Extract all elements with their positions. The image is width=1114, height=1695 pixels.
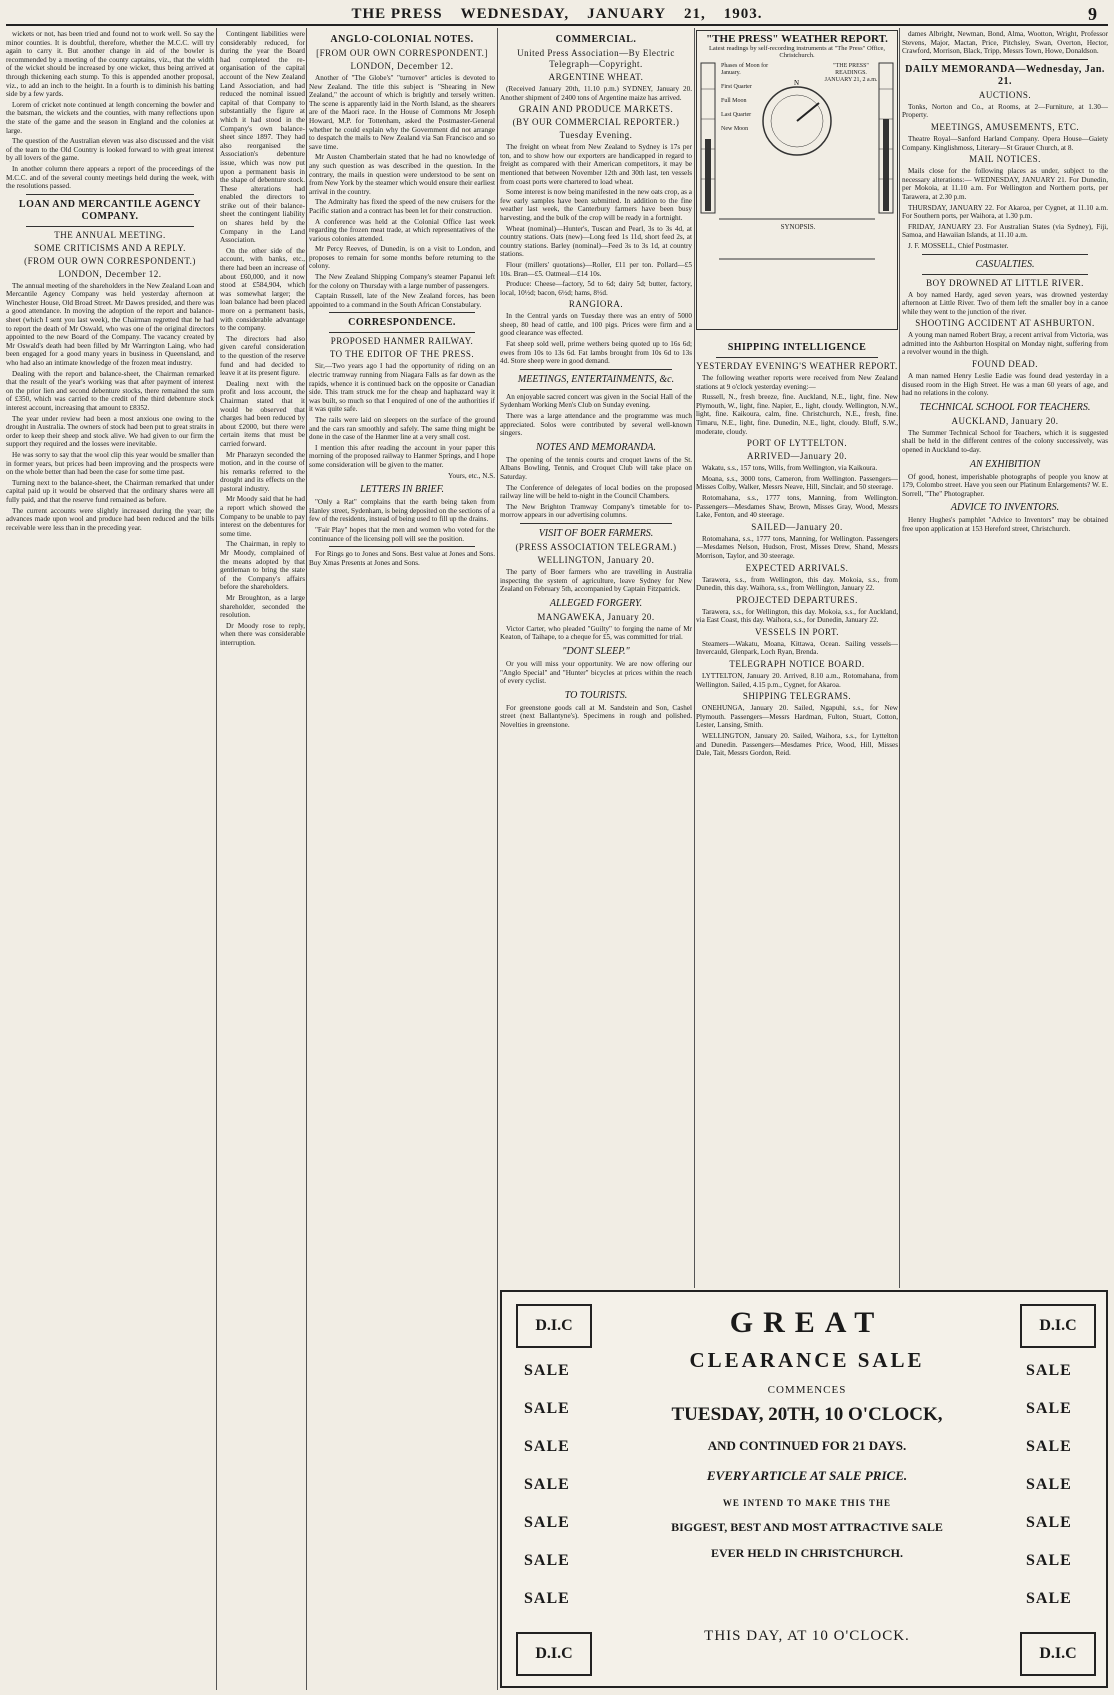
weather-subtitle: Latest readings by self-recording instruments at "The Press" Office, Christchurch. (708, 45, 886, 59)
shooting-heading: SHOOTING ACCIDENT AT ASHBURTON. (915, 318, 1095, 329)
loan-continued: Contingent liabilities were considerably reduced, for during the year the Board had completed the re-organisation of the capital account of the New Zealand Land Association, and had reduced the nominal issued capital of that Company to substantially the figure at which it had stood in the Company's own balance-sheet since 1897. They had also reorganised the Association's debenture issue, which was now put upon a permanent basis in the shape of debenture stock. These alterations had enabled the directors to strike out of their balance-sheet the contingent liability on shares held by the Company in the Land Association. (220, 30, 305, 245)
ad-intend: WE INTEND TO MAKE THIS THE (722, 1498, 892, 1508)
notes-body: The opening of the tennis courts and croquet lawns of the St. Albans Bowling, Tennis, and Croquet Club will take place on Saturday. (500, 455, 692, 481)
dic-logo-top-left: D.I.C (516, 1304, 592, 1348)
column-3: ANGLO-COLONIAL NOTES. [FROM OUR OWN CORRESPONDENT.] LONDON, December 12. Another of "The Globe's" "turnover" articles is devoted to New Zealand. The title this subject is "Shearing in New Zealand," the account of which is brightly and tersely written. The scene is apparently laid in the North Island, as the shearers are of the Maori race. In the House of Commons Mr Joseph Howard, M.P. for Tottenham, asked the Postmaster-General whether he could explain why the Government did not arrange to despatch the mails to New Zealand via San Francisco and so save time. Mr Austen Chamberlain stated that he had no knowledge of any such question as was described in the question. In the contrary, the mails in question were understood to be sent on from New York by the steamer which would ensure their earliest arrival in the country. The Admiralty has fixed the speed of the new cruisers for the Pacific station and a contract has been let for their construction. A conference was held at the Colonial Office last week regarding the frozen meat trade, at which representatives of the various colonies attended. Mr Percy Reeves, of Dunedin, is on a visit to London, and proposes to remain for some months before returning to the colony. The New Zealand Shipping Company's steamer Papanui left for the colony on Thursday with a large number of passengers. Captain Russell, late of the New Zealand forces, has been appointed to a command in the South African Constabulary. CORRESPONDENCE. PROPOSED HANMER RAILWAY. TO THE EDITOR OF THE PRESS. Sir,—Two years ago I had the opportunity of riding on an electric tramway running from Niagara Falls as far down as the rapids, whence it is continued back on the opposite or Canadian side. This tram struck me for the cheap and haphazard way it was built, so much so that I enquired of one of the authorities if it was quite safe. The rails were laid on sleepers on the surface of the ground and the cars ran smoothly and safely. The same thing might be done in the case of the Hanmer line at a very small cost. I mention this after reading the account in your paper this morning of the proposed railway to Hanmer Springs, and I hope some consideration will be given to the matter. Yours, etc., N.S. LETTERS IN BRIEF. "Only a Rat" complains that the earth being taken from Hanley street, Sydenham, is being deposited on the sections of a few of the residents, instead of being used to fill up the drains. "Fair Play" hopes that the men and women who voted for the continuance of the licensing poll will see the position. For Rings go to Jones and Sons. Best value at Jones and Sons. Buy Xmas Presents at Jones and Sons. (309, 34, 495, 567)
masthead-date: 21, (684, 5, 706, 22)
cricket-text: wickets or not, has been tried and found not to work well. So say the minor counties. It is doubtful, therefore, whether the M.C.C. will try again to carry it. But another change in aid of the bowler is recommended by a meeting of the county captains, viz., that the width of the wicket should be increased by one wicket, thus being arrived at through thickening each stump. To this is appended another proposal, viz., to add an inch to the height. In a fourth is to diminish his batting side by a few yards. (6, 30, 214, 99)
mail-heading: MAIL NOTICES. (969, 154, 1041, 165)
commercial-sub: United Press Association—By Electric Telegraph—Copyright. (517, 48, 675, 69)
dontsleep-heading: "DONT SLEEP." (562, 645, 630, 657)
full-moon: Full Moon (721, 98, 747, 104)
sale-right-5: SALE (1026, 1514, 1072, 1531)
boer-sub: (PRESS ASSOCIATION TELEGRAM.) (515, 541, 677, 552)
sale-left-6: SALE (524, 1552, 570, 1569)
meetings-amusements-heading: MEETINGS, AMUSEMENTS, ETC. (930, 121, 1080, 132)
notes-heading: NOTES AND MEMORANDA. (535, 441, 657, 453)
shipping-sub: YESTERDAY EVENING'S WEATHER REPORT. (696, 361, 898, 371)
sale-left-1: SALE (524, 1362, 570, 1379)
ad-clearance: CLEARANCE SALE (689, 1348, 925, 1372)
column-1: wickets or not, has been tried and found not to work well. So say the minor counties. It is doubtful, therefore, whether the M.C.C. will try again to carry it. But another change in aid of the bowler is recommended by a meeting of the county captains, viz., that the width of the wicket should be increased by one wicket, thus being arrived at through thickening each stump. To this is appended another proposal, viz., to add an inch to the height. In a fourth is to diminish his batting side by a few yards. Lorem of cricket note continued at length concerning the bowler and the batsman, the wickets and the counties, with many reflections upon the state of the game and the season in England and the colonies at large. The question of the Australian eleven was also discussed and the visit of the team to the Old Country is looked forward to with great interest by all lovers of the game. In another column there appears a report of the proceedings of the M.C.C. and of the several county meetings held during the week, with the resolutions passed. LOAN AND MERCANTILE AGENCY COMPANY. THE ANNUAL MEETING. SOME CRITICISMS AND A REPLY. (FROM OUR OWN CORRESPONDENT.) LONDON, December 12. The annual meeting of the shareholders in the New Zealand Loan and Mercantile Agency Company was held yesterday afternoon at Winchester House, Old Broad Street. Mr Dawes presided, and there was a good attendance. In moving the adoption of the report and balance-sheet (which I sent you last week), the Chairman regretted that he had to report the death of Mr Oswald, who was one of the original directors appointed to the new Board of the Company. The vacancy created by Mr Oswald's death had been filled by Mr Warrington Laing, who had been engaged for a good many years in business in Queensland, and who had also an intimate knowledge of the frozen meat industry. Dealing with the report and balance-sheet, the Chairman remarked that the result of the year's working was that after payment of interest on the prior lien and second debenture stocks, there remained the sum of £350, which was carried to the credit of the third debenture stock interest account, increasing that amount to £8352. The year under review had been a most anxious one owing to the drought in Australia. The owners of stock had been put to great straits in order to keep their sheep and stock alive. We had given to our firm the support they required and the losses were inevitable. He was sorry to say that the wool clip this year would be smaller than in former years, but prices had been improving and the prospects were on the whole better than had been the case for some time past. Turning next to the balance-sheet, the Chairman remarked that under capital paid up it would be observed that the ordinary shares were all fully paid, and that the reserve fund remained as before. The current accounts were slightly increased during the year; the advances made upon wool and produce had been reduced and the bills receivable were less than in the preceding year. (6, 30, 214, 532)
wind-arrow (797, 103, 819, 121)
rangiora-body: In the Central yards on Tuesday there was an entry of 5000 sheep, 80 head of cattle, and 100 pigs. Prices were firm and a good clearance was effected. (500, 312, 692, 338)
grain-body: The freight on wheat from New Zealand to Sydney is 17s per ton, and to show how our exporters are handicapped in regard to freight as compared with their American competitors, it may be mentioned that between November 12th and 30th last, ten vessels from coast ports were chartered to load wheat. (500, 143, 692, 186)
first-quarter: First Quarter (721, 84, 752, 90)
ad-great: GREAT (729, 1306, 885, 1339)
meetings-heading: MEETINGS, ENTERTAINMENTS, &c. (517, 373, 675, 385)
loan-heading: LOAN AND MERCANTILE AGENCY COMPANY. (18, 198, 202, 222)
shipping-telegrams-heading: SHIPPING TELEGRAMS. (742, 691, 852, 702)
sale-right-4: SALE (1026, 1476, 1072, 1493)
argentine-body: (Received January 20th, 11.10 p.m.) SYDNEY, January 20. Another shipment of 2400 tons of Argentine maize has arrived. (500, 85, 692, 102)
sale-right-1: SALE (1026, 1362, 1072, 1379)
anglo-sub: [FROM OUR OWN CORRESPONDENT.] (316, 48, 488, 58)
anglo-dateline: LONDON, December 12. (350, 61, 454, 71)
column-4: COMMERCIAL. United Press Association—By Electric Telegraph—Copyright. ARGENTINE WHEAT. (Received January 20th, 11.10 p.m.) SYDNEY, January 20. Another shipment of 2400 tons of Argentine maize has arrived. GRAIN AND PRODUCE MARKETS. (BY OUR COMMERCIAL REPORTER.) Tuesday Evening. The freight on wheat from New Zealand to Sydney is 17s per ton, and to show how our exporters are handicapped in regard to freight as compared with their American competitors, it may be mentioned that between November 12th and 30th last, ten vessels from coast ports were chartered to load wheat. Some interest is now being manifested in the new oats crop, as a few early samples have been submitted. In addition to the fine weather last week, the Canterbury farmers have been busy harvesting, and the bulk of the crop will be ready in a fortnight. Wheat (nominal)—Hunter's, Tuscan and Pearl, 3s to 3s 4d, at country stations. Oats (new)—Long feed 1s 11d, short feed 2s, at country stations. Barley (nominal)—Feed 3s to 3s 1d, at country stations. Flour (millers' quotations)—Roller, £11 per ton. Pollard—£5 10s. Bran—£5. Oatmeal—£14 10s. Produce: Cheese—factory, 5d to 6d; dairy 5d; butter, factory, local, 10½d; bacon, 6½d; hams, 8½d. RANGIORA. In the Central yards on Tuesday there was an entry of 5000 sheep, 80 head of cattle, and 100 pigs. Prices were firm and a good clearance was effected. Fat sheep sold well, prime wethers being quoted up to 16s 6d; ewes from 10s to 13s 6d. Fat lambs brought from 10s 6d to 13s 4d. Store sheep were in good demand. MEETINGS, ENTERTAINMENTS, &c. An enjoyable sacred concert was given in the Social Hall of the Sydenham Working Men's Club on Sunday evening. There was a large attendance and the programme was much appreciated. Solos were contributed by several well-known singers. NOTES AND MEMORANDA. The opening of the tennis courts and croquet lawns of the St. Albans Bowling, Tennis, and Croquet Club will take place on Saturday. The Conference of delegates of local bodies on the proposed railway line will be held to-night in the Council Chambers. The New Brighton Tramway Company's timetable for to-morrow appears in our advertising columns. VISIT OF BOER FARMERS. (PRESS ASSOCIATION TELEGRAM.) WELLINGTON, January 20. The party of Boer farmers who are travelling in Australia inspecting the system of agriculture, leave Sydney for New Zealand on February 5th, accompanied by Captain Fitzpatrick. ALLEGED FORGERY. MANGAWEKA, January 20. Victor Carter, who pleaded "Guilty" to forging the name of Mr Keaton, of Taihape, to a cheque for £5, was committed for trial. "DONT SLEEP." Or you will miss your opportunity. We are now offering our "Anglo Special" and "Hunter" bicycles at prices within the reach of every cyclist. TO TOURISTS. For greenstone goods call at M. Sandstein and Son, Cashel street (next Ballantyne's). Specimens in rough and polished. Novelties in greenstone. (500, 34, 692, 729)
dic-logo-bottom-right: D.I.C (1020, 1632, 1096, 1676)
casualties-heading: CASUALTIES. (975, 258, 1035, 270)
loan-dateline: LONDON, December 12. (58, 268, 162, 279)
alleged-dateline: MANGAWEKA, January 20. (537, 611, 655, 622)
arrived-heading: ARRIVED—January 20. (747, 451, 847, 462)
expected-heading: EXPECTED ARRIVALS. (745, 562, 849, 573)
port-heading: PORT OF LYTTELTON. (746, 438, 848, 449)
north-label: N (794, 79, 800, 87)
found-heading: FOUND DEAD. (972, 359, 1038, 370)
readings-block (823, 63, 879, 84)
anglo-body: Another of "The Globe's" "turnover" articles is devoted to New Zealand. The title this subject is "Shearing in New Zealand," the account of which is brightly and tersely written. The scene is apparently laid in the North Island, as the shearers are of the Maori race. In the House of Commons Mr Joseph Howard, M.P. for Tottenham, asked the Postmaster-General whether he could explain why the Government did not arrange to despatch the mails to New Zealand via San Francisco and so save time. (309, 74, 495, 151)
technical-heading: TECHNICAL SCHOOL FOR TEACHERS. (919, 401, 1091, 413)
letters-heading: LETTERS IN BRIEF. (360, 484, 444, 496)
corr-to: TO THE EDITOR OF THE PRESS. (329, 349, 475, 360)
vessels-heading: VESSELS IN PORT. (754, 626, 840, 637)
grain-sub: (BY OUR COMMERCIAL REPORTER.) (512, 117, 680, 128)
commercial-heading: COMMERCIAL. (555, 34, 637, 45)
weather-title: "THE PRESS" WEATHER REPORT. (706, 33, 888, 45)
ad-every: EVERY ARTICLE AT SALE PRICE. (706, 1468, 908, 1483)
sale-right-2: SALE (1026, 1400, 1072, 1417)
daily-heading: DAILY MEMORANDA—Wednesday, Jan. 21. (905, 63, 1105, 87)
loan-body: The annual meeting of the shareholders in the New Zealand Loan and Mercantile Agency Company was held yesterday afternoon at Winchester House, Old Broad Street. Mr Dawes presided, and there was a good attendance. In moving the adoption of the report and balance-sheet (which I sent you last week), the Chairman regretted that he had to report the death of Mr Oswald, who was one of the original directors appointed to the new Board of the Company. The vacancy created by Mr Oswald's death had been filled by Mr Warrington Laing, who had been engaged for a good many years in business in Queensland, and who had also an intimate knowledge of the frozen meat industry. (6, 281, 214, 368)
projected-heading: PROJECTED DEPARTURES. (736, 594, 858, 605)
boer-dateline: WELLINGTON, January 20. (537, 554, 655, 565)
paper-name: THE PRESS (351, 5, 443, 22)
column-2: Contingent liabilities were considerably reduced, for during the year the Board had completed the re-organisation of the capital account of the New Zealand Land Association, and had reduced the nominal issued capital of that Company to substantially the figure at which it had stood in the Company's own balance-sheet since 1897. They had also reorganised the Association's debenture issue, which was now put upon a permanent basis in the shape of debenture stock. These alterations had enabled the directors to strike out of their balance-sheet the contingent liability on shares held by the Company in the Land Association. On the other side of the account, with banks, etc., there had been an increase of about £60,000, and it now stood at £584,904, which was somewhat larger; the loan balance had been placed more on a permanent basis, with considerable advantage to the company. The directors had also given careful consideration to the question of the reserve fund and had decided to leave it at its present figure. Dealing next with the profit and loss account, the Chairman stated that it would be observed that charges had been reduced by about £2000, but there were certain items that must be carried forward. Mr Pharazyn seconded the motion, and in the course of his remarks referred to the drought and its effects on the pastoral industry. Mr Moody said that he had a report which showed the Company to be unable to pay interest on the debentures for some time. The Chairman, in reply to Mr Moody, complained of the means adopted by that gentleman to bring the state of the Company's affairs before the shareholders. Mr Broughton, as a large shareholder, seconded the resolution. Dr Moody rose to reply, when there was considerable interruption. (220, 30, 305, 647)
loan-sub2: SOME CRITICISMS AND A REPLY. (34, 242, 186, 253)
sale-left-4: SALE (524, 1476, 570, 1493)
ad-commences: COMMENCES (767, 1384, 847, 1396)
loan-sub3: (FROM OUR OWN CORRESPONDENT.) (24, 255, 196, 266)
anglo-heading: ANGLO-COLONIAL NOTES. (330, 34, 474, 45)
masthead-year: 1903. (723, 5, 763, 22)
sale-left-7: SALE (524, 1590, 570, 1607)
technical-dateline: AUCKLAND, January 20. (951, 415, 1059, 426)
ad-biggest: BIGGEST, BEST AND MOST ATTRACTIVE SALE (671, 1520, 943, 1534)
moon-phases-label: Phases of Moon for January. (721, 63, 769, 76)
column-6: dames Albright, Newman, Bond, Alma, Wootton, Wright, Professor Stevens, Major, Mactan, Price, Pitchsley, Swan, Overton, Hector, Crawford, Morrison, Black, Tripp, Messrs Town, Howe, Donaldson. DAILY MEMORANDA—Wednesday, Jan. 21. AUCTIONS. Tonks, Norton and Co., at Rooms, at 2—Furniture, at 1.30—Property. MEETINGS, AMUSEMENTS, ETC. Theatre Royal—Sanford Harland Company. Opera House—Gaiety Company. Kinglishmoss, Literary—St Grauer Church, at 8. MAIL NOTICES. Mails close for the following places as under, subject to the necessary alterations:— WEDNESDAY, JANUARY 21. For Dunedin, per Mokoia, at 11.10 a.m. For Wellington and Northern ports, per Tarawera, at 2.30 p.m. THURSDAY, JANUARY 22. For Akaroa, per Cygnet, at 11.10 a.m. For Southern ports, per Waihora, at 1.30 p.m. FRIDAY, JANUARY 23. For Australian States (via Sydney), Fiji, Samoa, and Hawaiian Islands, at 11.10 a.m. J. F. MOSSELL, Chief Postmaster. CASUALTIES. BOY DROWNED AT LITTLE RIVER. A boy named Hardy, aged seven years, was drowned yesterday afternoon at Little River. Two of them left the smaller boy in a canoe while they went to the junction of the river. SHOOTING ACCIDENT AT ASHBURTON. A young man named Robert Bray, a recent arrival from Victoria, was admitted into the Ashburton Hospital on Monday night, suffering from a revolver wound in the thigh. FOUND DEAD. A man named Henry Leslie Eadie was found dead yesterday in a disused room in the High Street. He was a man 60 years of age, and had no relations in the colony. TECHNICAL SCHOOL FOR TEACHERS. AUCKLAND, January 20. The Summer Technical School for Teachers, which it is suggested shall be held in the different centres of the colony successively, was opened in Auckland to-day. AN EXHIBITION Of good, honest, imperishable photographs of people you know at 179, Colombo street. Have you seen our Platinum Enlargements? W. E. Sorrell, "The" Photographer. ADVICE TO INVENTORS. Henry Hughes's pamphlet "Advice to Inventors" may be obtained free upon application at 153 Hereford street, Christchurch. (902, 30, 1108, 533)
corr-sub: PROPOSED HANMER RAILWAY. (330, 336, 474, 347)
ad-thisday: THIS DAY, AT 10 O'CLOCK. (704, 1628, 910, 1644)
new-moon: New Moon (721, 126, 749, 132)
meetings-body: An enjoyable sacred concert was given in the Social Hall of the Sydenham Working Men's Club on Sunday evening. (500, 392, 692, 410)
corr-body: Sir,—Two years ago I had the opportunity of riding on an electric tramway running from Niagara Falls as far down as the rapids, whence it is continued back on the opposite or Canadian side. This tram struck me for the cheap and haphazard way it was built, so much so that I enquired of one of the authorities if it was quite safe. (309, 362, 495, 414)
arrived-body: Wakatu, s.s., 157 tons, Wills, from Wellington, via Kaikoura. (702, 464, 878, 473)
readings-date: JANUARY 21, 2 a.m. (824, 77, 878, 83)
sale-left-5: SALE (524, 1514, 570, 1531)
last-quarter: Last Quarter (721, 112, 752, 118)
masthead-month: JANUARY (587, 5, 667, 22)
alleged-heading: ALLEGED FORGERY. (549, 597, 643, 609)
sailed-heading: SAILED—January 20. (751, 521, 843, 532)
rangiora-heading: RANGIORA. (568, 299, 624, 310)
inventors-heading: ADVICE TO INVENTORS. (950, 502, 1060, 514)
exhibition-heading: AN EXHIBITION (969, 458, 1041, 470)
masthead (6, 4, 1108, 26)
readings-label: "THE PRESS" READINGS. (833, 63, 869, 76)
sale-left-3: SALE (524, 1438, 570, 1455)
argentine-heading: ARGENTINE WHEAT. (548, 72, 644, 82)
sale-right-7: SALE (1026, 1590, 1072, 1607)
column-5: SHIPPING INTELLIGENCE YESTERDAY EVENING'S WEATHER REPORT. The following weather reports were received from New Zealand stations at 9 o'clock yesterday evening:— Russell, N., fresh breeze, fine. Auckland, N.E., light, fine. New Plymouth, W., light, fine. Napier, E., light, cloudy. Wellington, N.W., light, fine. Kaikoura, calm, fine. Christchurch, N.E., fresh, fine. Timaru, N.E., light, fine. Dunedin, N.E., light, cloudy. Bluff, S.W., moderate, cloudy. PORT OF LYTTELTON. ARRIVED—January 20. Wakatu, s.s., 157 tons, Wills, from Wellington, via Kaikoura. Moana, s.s., 3000 tons, Cameron, from Wellington. Passengers—Misses Colby, Walker, Messrs Neave, Hill, Sinclair, and 50 steerage. Rotomahana, s.s., 1777 tons, Manning, from Wellington. Passengers—Mesdames Shaw, Brown, Misses Gray, Wood, Messrs Lake, Fenton, and 40 steerage. SAILED—January 20. Rotomahana, s.s., 1777 tons, Manning, for Wellington. Passengers—Mesdames Nelson, Hudson, Frost, Misses Drew, Shand, Messrs Morrison, Taylor, and 30 steerage. EXPECTED ARRIVALS. Tarawera, s.s., from Wellington, this day. Mokoia, s.s., from Dunedin, this day. Waihora, s.s., from Wellington, January 22. PROJECTED DEPARTURES. Tarawera, s.s., for Wellington, this day. Mokoia, s.s., for Auckland, via East Coast, this day. Waihora, s.s., for Dunedin, January 22. VESSELS IN PORT. Steamers—Wakatu, Moana, Kittawa, Ocean. Sailing vessels—Invercauld, Glenpark, Loch Ryan, Brenda. TELEGRAPH NOTICE BOARD. LYTTELTON, January 20. Arrived, 8.10 a.m., Rotomahana, from Wellington. Sailed, 4.15 p.m., Cygnet, for Akaroa. SHIPPING TELEGRAMS. ONEHUNGA, January 20. Sailed, Ngapuhi, s.s., for New Plymouth. Passengers—Messrs Hardman, Fulton, Stuart, Cotton, Lester, Lansing, Smith. WELLINGTON, January 20. Sailed, Waihora, s.s., for Lyttelton and Dunedin. Passengers—Mesdames Price, Wood, Hill, Misses Dale, Tait, Messrs Gordon, Reid. (696, 342, 898, 758)
concert-list: dames Albright, Newman, Bond, Alma, Wootton, Wright, Professor Stevens, Major, Mactan, Price, Pitchsley, Swan, Overton, Hector, Crawford, Morrison, Black, Tripp, Messrs Town, Howe, Donaldson. (902, 30, 1108, 56)
corr-heading: CORRESPONDENCE. (348, 317, 456, 329)
dic-clearance-advert (500, 1290, 1108, 1688)
masthead-day: WEDNESDAY, (460, 5, 570, 22)
boy-heading: BOY DROWNED AT LITTLE RIVER. (926, 277, 1084, 288)
weather-report (696, 30, 898, 330)
sale-left-2: SALE (524, 1400, 570, 1417)
synopsis: SYNOPSIS. (780, 223, 816, 231)
rings-ad: For Rings go to Jones and Sons. Best value at Jones and Sons. Buy Xmas Presents at Jones and Sons. (309, 550, 495, 567)
shipping-heading: SHIPPING INTELLIGENCE (727, 342, 867, 353)
moon-phases (721, 63, 771, 133)
page-number: 9 (1088, 3, 1098, 24)
shipping-body: The following weather reports were received from New Zealand stations at 9 o'clock yesterday evening:— (696, 374, 898, 391)
grain-heading: GRAIN AND PRODUCE MARKETS. (518, 104, 674, 115)
ad-tuesday: TUESDAY, 20TH, 10 O'CLOCK, (671, 1404, 943, 1425)
ad-continued: AND CONTINUED FOR 21 DAYS. (707, 1438, 907, 1453)
telegraph-heading: TELEGRAPH NOTICE BOARD. (729, 659, 865, 670)
sale-right-6: SALE (1026, 1552, 1072, 1569)
dic-logo-bottom-left: D.I.C (516, 1632, 592, 1676)
boer-heading: VISIT OF BOER FARMERS. (538, 527, 654, 539)
dic-logo-top-right: D.I.C (1020, 1304, 1096, 1348)
sale-right-3: SALE (1026, 1438, 1072, 1455)
loan-sub1: THE ANNUAL MEETING. (54, 229, 166, 240)
tourists-heading: TO TOURISTS. (564, 689, 628, 701)
ad-ever: EVER HELD IN CHRISTCHURCH. (710, 1546, 904, 1560)
grain-date: Tuesday Evening. (559, 130, 633, 141)
auctions-heading: AUCTIONS. (978, 89, 1032, 100)
corr-signoff: Yours, etc., N.S. (448, 471, 495, 480)
